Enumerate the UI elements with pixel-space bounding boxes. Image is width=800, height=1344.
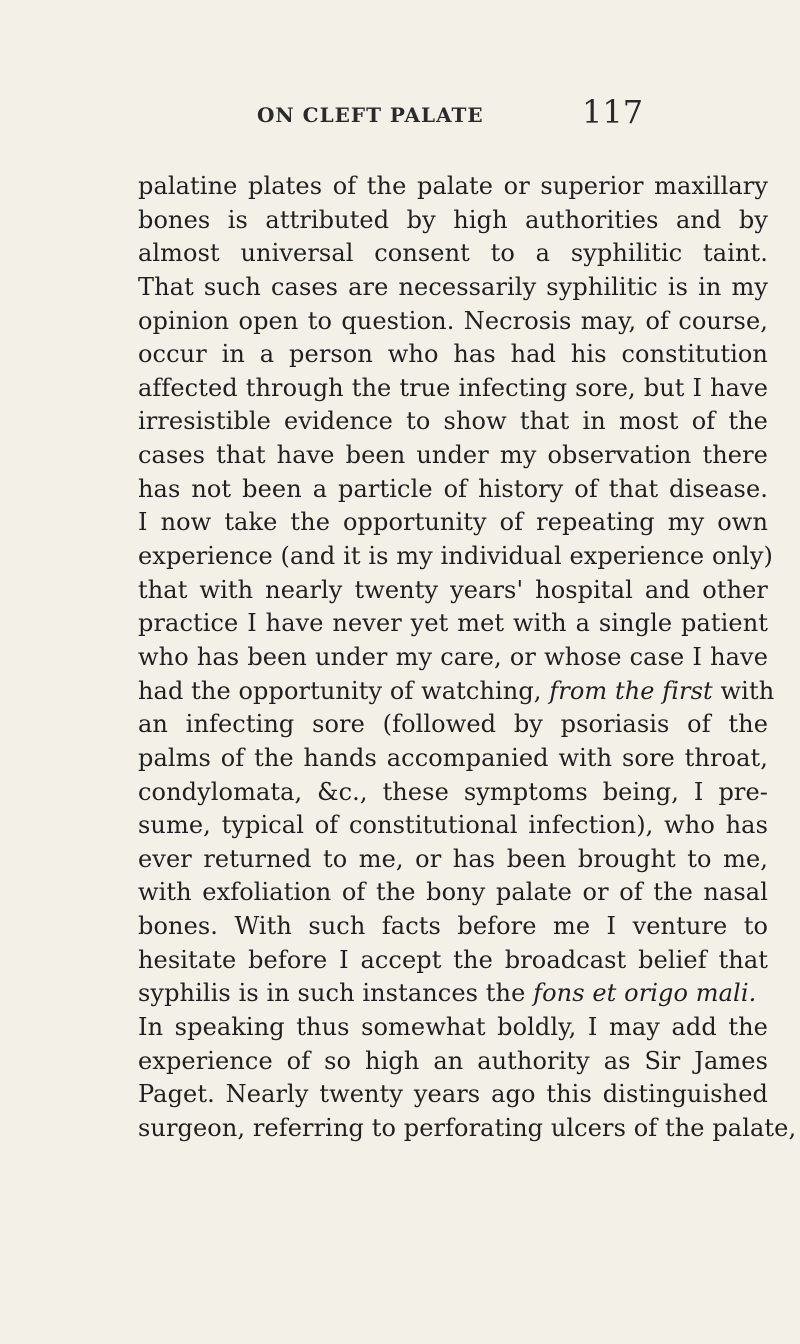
text-line: has not been a particle of history of that disease. (138, 474, 768, 503)
body-text (138, 170, 797, 1146)
text-line: affected through the true infecting sore, but I have (138, 373, 768, 402)
text-line: That such cases are necessarily syphilitic is in my (138, 272, 768, 301)
text-line: bones is attributed by high authorities and by (138, 205, 768, 234)
text-line: bones. With such facts before me I venture to (138, 912, 768, 941)
text-line: experience (and it is my individual experience only) (138, 542, 773, 571)
text-line: that with nearly twenty years' hospital and other (138, 575, 768, 604)
text-line: I now take the opportunity of repeating my own (138, 508, 768, 537)
text-line: irresistible evidence to show that in most of the (138, 407, 768, 436)
text-line: palatine plates of the palate or superior maxillary (138, 172, 768, 200)
text-line (138, 675, 775, 709)
text-line: surgeon, referring to perforating ulcers of the palate, (138, 1113, 797, 1142)
text-line: cases that have been under my observation there (138, 441, 768, 470)
page-number: 117 (582, 93, 644, 131)
text-segment: syphilis is in such instances the (138, 979, 534, 1008)
text-line: an infecting sore (followed by psoriasis of the (138, 710, 768, 739)
text-line: experience of so high an authority as Sir James (138, 1046, 768, 1075)
text-line: practice I have never yet met with a single patient (138, 609, 768, 638)
running-head (120, 93, 760, 143)
text-line: almost universal consent to a syphilitic taint. (138, 239, 768, 268)
text-segment: with (712, 676, 775, 705)
italic-phrase: from the first (549, 676, 713, 705)
text-line: who has been under my care, or whose case I have (138, 642, 768, 671)
text-line: ever returned to me, or has been brought to me, (138, 844, 768, 873)
text-line (138, 977, 768, 1011)
running-head-title: ON CLEFT PALATE (257, 103, 484, 127)
text-line: Paget. Nearly twenty years ago this distinguished (138, 1080, 768, 1109)
text-segment: had the opportunity of watching, (138, 676, 550, 705)
text-line: In speaking thus somewhat boldly, I may add the (138, 1013, 768, 1042)
text-line: occur in a person who has had his constitution (138, 340, 768, 369)
text-line: palms of the hands accompanied with sore throat, (138, 743, 768, 772)
text-line: with exfoliation of the bony palate or of the nasal (138, 878, 768, 907)
text-line: condylomata, &c., these symptoms being, I pre- (138, 777, 768, 806)
text-line: sume, typical of constitutional infection), who has (138, 811, 768, 840)
text-line: opinion open to question. Necrosis may, of course, (138, 306, 768, 335)
text-line: hesitate before I accept the broadcast belief that (138, 945, 768, 974)
italic-phrase: fons et origo mali. (533, 979, 757, 1008)
